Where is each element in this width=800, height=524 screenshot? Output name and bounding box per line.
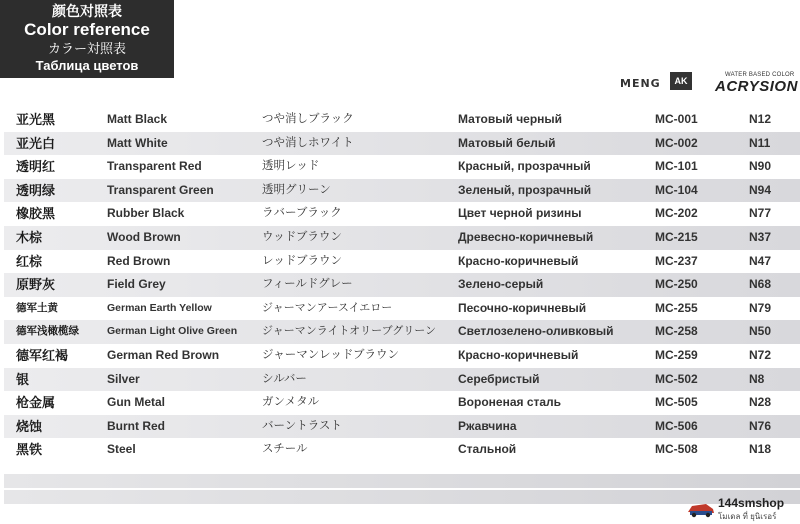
mc-code: MC-508 [655,442,698,457]
russian-name: Ржавчина [458,418,517,433]
mc-code: MC-104 [655,182,698,197]
footer-stripe [4,490,800,504]
english-name: Wood Brown [107,229,181,244]
n-code: N76 [749,418,772,433]
acrysion-subtitle: WATER BASED COLOR [725,72,795,78]
english-name: Matt Black [107,112,168,126]
n-code: N18 [749,442,772,457]
russian-name: Серебристый [458,371,540,386]
mc-code: MC-259 [655,347,698,362]
table-row [4,179,800,203]
japanese-name: スチール [262,443,308,456]
japanese-name: ジャーマンレッドブラウン [262,348,400,361]
russian-name: Светлозелено-оливковый [458,324,614,339]
russian-name: Матовый белый [458,135,556,150]
japanese-name: ラバーブラック [262,207,342,220]
title-english: Color reference [24,20,150,39]
chinese-name: 亚光白 [16,135,56,151]
table-row [4,250,800,274]
table-row [4,202,800,226]
chinese-name: 木棕 [16,229,43,245]
table-row [4,415,800,439]
table-row [4,344,800,368]
n-code: N28 [749,395,772,410]
chinese-name: 红棕 [16,253,43,269]
russian-name: Матовый черный [458,112,563,126]
n-code: N94 [749,182,772,197]
n-code: N90 [749,159,772,174]
n-code: N12 [749,112,772,126]
mc-code: MC-001 [655,112,698,126]
chinese-name: 黑铁 [16,442,43,458]
russian-name: Песочно-коричневый [458,300,587,315]
japanese-name: フィールドグレー [262,278,353,291]
chinese-name: 原野灰 [16,277,56,293]
n-code: N77 [749,206,772,221]
n-code: N37 [749,229,772,244]
english-name: Rubber Black [107,206,185,221]
japanese-name: ジャーマンライトオリーブグリーン [262,325,437,338]
table-row [4,368,800,392]
table-row [4,155,800,179]
english-name: Steel [107,442,136,457]
russian-name: Красный, прозрачный [458,159,591,174]
table-row [4,297,800,321]
n-code: N11 [749,135,771,150]
english-name: Silver [107,371,140,386]
japanese-name: つや消しブラック [262,113,354,125]
table-row [4,320,800,344]
mc-code: MC-101 [655,159,698,174]
english-name: German Red Brown [107,347,220,362]
color-reference-table [4,108,800,462]
chinese-name: 亚光黑 [16,112,56,127]
mc-code: MC-506 [655,418,698,433]
acrysion-logo: ACRYSION [715,78,798,95]
japanese-name: 透明グリーン [262,183,331,196]
brand-logos [620,72,798,96]
mc-code: MC-250 [655,277,698,292]
chinese-name: 德军红褐 [16,347,69,363]
mc-code: MC-215 [655,229,698,244]
shop-watermark [686,496,798,522]
russian-name: Красно-коричневый [458,347,579,362]
chinese-name: 透明红 [16,159,56,175]
table-row [4,226,800,250]
chinese-name: 枪金属 [16,395,56,411]
chinese-name: 透明绿 [16,182,56,198]
footer-stripe [4,474,800,488]
japanese-name: シルバー [262,372,307,385]
chinese-name: 烧蚀 [16,418,43,434]
shop-subtitle: โมเดล ที่ ยุนิเรอร์ [718,512,777,521]
english-name: German Light Olive Green [107,325,238,338]
ak-logo: AK [670,72,692,90]
mc-code: MC-258 [655,324,698,339]
n-code: N72 [749,347,772,362]
japanese-name: つや消しホワイト [262,136,354,149]
russian-name: Вороненая сталь [458,395,562,410]
chinese-name: 德军浅橄榄绿 [16,325,79,338]
shop-name: 144smshop [718,496,785,510]
n-code: N50 [749,324,772,339]
japanese-name: ガンメタル [262,396,320,409]
russian-name: Зеленый, прозрачный [458,182,592,197]
table-row [4,108,800,132]
title-chinese: 颜色对照表 [52,3,122,19]
title-box [0,0,174,78]
car-icon [686,498,716,518]
title-russian: Таблица цветов [35,58,139,73]
mc-code: MC-237 [655,253,698,268]
table-row [4,273,800,297]
japanese-name: ジャーマンアースイエロー [262,301,393,314]
title-japanese: カラー対照表 [47,41,126,56]
japanese-name: バーントラスト [262,419,342,432]
mc-code: MC-502 [655,371,698,386]
chinese-name: 橡胶黑 [16,206,56,222]
english-name: Transparent Red [107,159,202,174]
meng-logo: MENG [620,77,661,90]
mc-code: MC-255 [655,300,698,315]
mc-code: MC-002 [655,135,698,150]
russian-name: Древесно-коричневый [458,229,594,244]
n-code: N68 [749,277,772,292]
n-code: N8 [749,371,765,386]
japanese-name: レッドブラウン [262,254,343,267]
english-name: Matt White [107,135,168,150]
table-row [4,132,800,156]
mc-code: MC-505 [655,395,698,410]
russian-name: Красно-коричневый [458,253,579,268]
russian-name: Цвет черной ризины [458,206,582,221]
n-code: N79 [749,300,772,315]
russian-name: Стальной [458,442,517,457]
english-name: German Earth Yellow [107,301,212,314]
japanese-name: 透明レッド [262,160,320,173]
chinese-name: 德军土黄 [16,301,58,314]
english-name: Field Grey [107,277,166,292]
mc-code: MC-202 [655,206,698,221]
english-name: Red Brown [107,253,171,268]
english-name: Burnt Red [107,418,165,433]
english-name: Transparent Green [107,182,214,197]
table-row [4,391,800,415]
n-code: N47 [749,253,772,268]
english-name: Gun Metal [107,395,166,410]
russian-name: Зелено-серый [458,277,544,292]
japanese-name: ウッドブラウン [262,230,342,243]
table-row [4,438,800,462]
chinese-name: 银 [16,371,30,387]
